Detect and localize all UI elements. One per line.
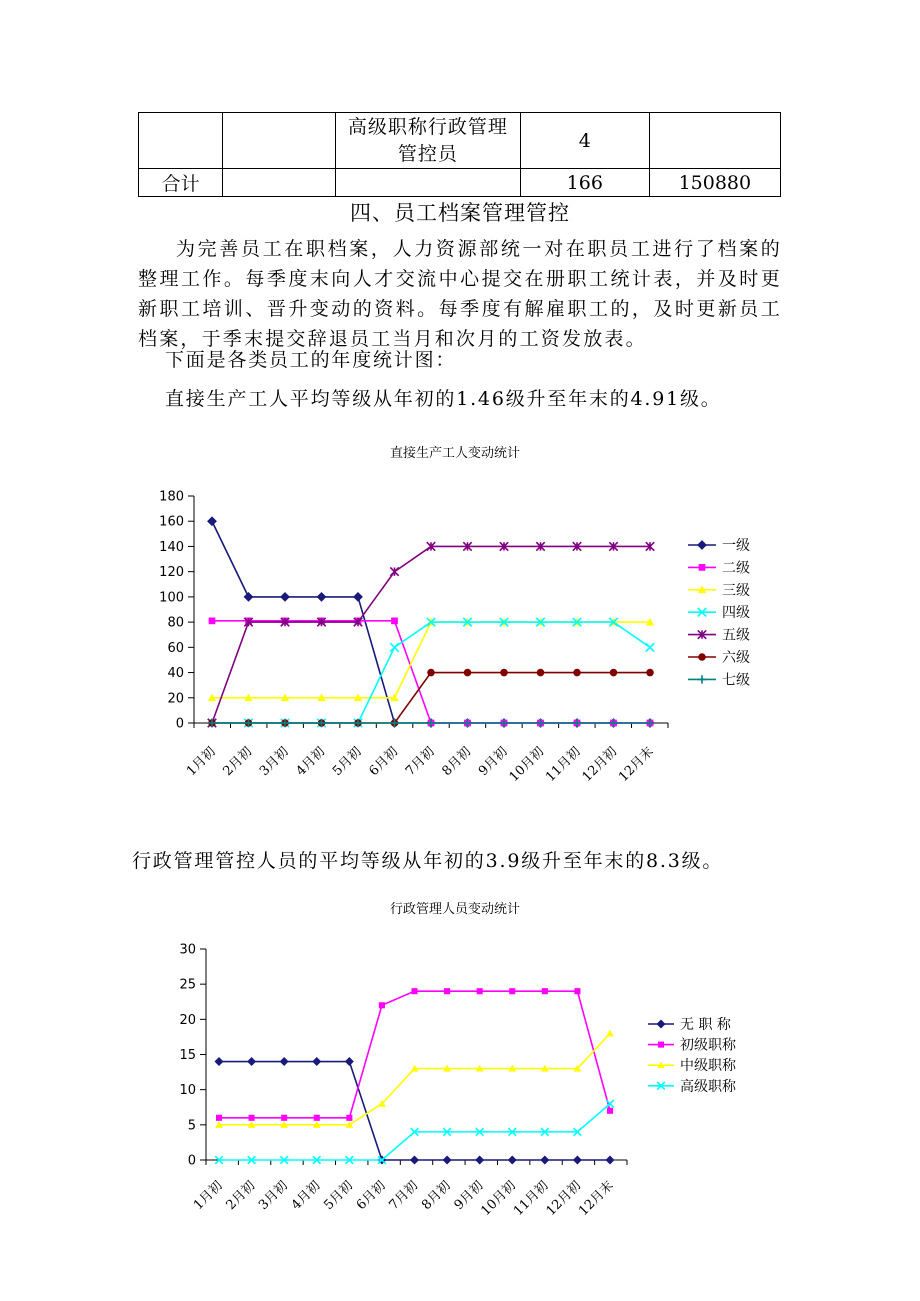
data-point — [427, 669, 435, 677]
x-tick-label: 4月初 — [293, 744, 329, 780]
x-tick-label: 1月初 — [183, 744, 219, 780]
legend-swatch-marker — [698, 675, 706, 683]
y-tick-label: 0 — [175, 716, 184, 732]
data-point — [313, 1058, 321, 1066]
legend-swatch-marker — [698, 541, 706, 549]
y-tick-label: 60 — [167, 640, 184, 656]
data-point — [209, 617, 216, 624]
workers-summary-line: 直接生产工人平均等级从年初的1.46级升至年末的4.91级。 — [165, 388, 722, 410]
data-point — [464, 669, 472, 677]
y-tick-label: 5 — [187, 1118, 196, 1134]
data-point — [606, 1156, 614, 1164]
data-point — [509, 988, 515, 994]
admin-summary-line: 行政管理管控人员的平均等级从年初的3.9级升至年末的8.3级。 — [132, 850, 724, 872]
series-line — [212, 622, 650, 698]
data-point — [444, 988, 450, 994]
data-point — [249, 1115, 255, 1121]
legend-label: 无 职 称 — [680, 1017, 731, 1033]
data-point — [573, 669, 581, 677]
data-point — [476, 1156, 484, 1164]
x-tick-label: 8月初 — [439, 744, 475, 780]
legend-swatch-marker — [657, 1020, 665, 1028]
x-tick-label: 9月初 — [451, 1178, 487, 1214]
data-point — [607, 1108, 613, 1114]
y-tick-label: 80 — [167, 615, 184, 631]
chart-title: 直接生产工人变动统计 — [389, 446, 521, 461]
x-tick-label: 11月初 — [543, 744, 584, 785]
x-tick-label: 7月初 — [402, 744, 438, 780]
x-tick-label: 6月初 — [353, 1178, 389, 1214]
x-tick-label: 12月初 — [543, 1178, 585, 1219]
table-cell-text: 高级职称行政管理管控员 — [347, 115, 508, 165]
data-point — [208, 517, 216, 525]
legend-label: 三级 — [722, 582, 750, 599]
data-point — [574, 1156, 582, 1164]
table-cell: 合计 — [139, 169, 223, 197]
data-point — [411, 988, 417, 994]
y-tick-label: 100 — [159, 590, 184, 606]
data-point — [390, 567, 398, 575]
data-point — [248, 1058, 256, 1066]
data-point — [346, 1115, 352, 1121]
x-tick-label: 12月末 — [616, 744, 657, 785]
data-point — [314, 1115, 320, 1121]
table-cell: 4 — [520, 113, 649, 169]
data-point — [610, 669, 618, 677]
x-tick-label: 6月初 — [366, 744, 402, 780]
legend-label: 一级 — [722, 538, 750, 554]
data-point — [574, 988, 580, 994]
data-point — [646, 669, 654, 677]
data-point — [537, 669, 545, 677]
x-tick-label: 4月初 — [288, 1178, 324, 1214]
x-tick-label: 12月初 — [579, 744, 621, 785]
legend-label: 七级 — [722, 672, 750, 689]
chart-title: 行政管理人员变动统计 — [389, 902, 521, 917]
x-tick-label: 3月初 — [256, 1178, 291, 1214]
data-point — [541, 1156, 549, 1164]
data-point — [500, 669, 508, 677]
legend-label: 五级 — [722, 627, 750, 644]
legend-label: 二级 — [722, 560, 750, 577]
y-tick-label: 0 — [187, 1153, 196, 1169]
y-tick-label: 15 — [179, 1048, 196, 1063]
data-point — [477, 988, 483, 994]
y-tick-label: 40 — [167, 666, 184, 682]
legend-label: 四级 — [722, 605, 750, 622]
y-tick-label: 180 — [159, 489, 184, 505]
data-point — [317, 593, 325, 601]
series-line — [219, 1062, 610, 1160]
y-tick-label: 20 — [167, 691, 184, 707]
x-tick-label: 2月初 — [220, 744, 256, 780]
data-point — [542, 988, 548, 994]
y-tick-label: 120 — [159, 565, 184, 581]
x-tick-label: 10月初 — [478, 1178, 520, 1219]
x-tick-label: 7月初 — [386, 1178, 422, 1214]
series-line — [219, 1033, 610, 1124]
data-point — [390, 643, 398, 651]
section-title: 四、员工档案管理管控 — [350, 201, 570, 225]
y-tick-label: 30 — [179, 942, 196, 958]
x-tick-label: 2月初 — [223, 1178, 259, 1214]
legend-swatch-marker — [698, 653, 706, 661]
data-point — [281, 593, 289, 601]
x-tick-label: 11月初 — [510, 1178, 552, 1219]
table-cell: 150880 — [649, 169, 780, 197]
x-tick-label: 5月初 — [329, 744, 365, 780]
data-point — [379, 1002, 385, 1008]
y-tick-label: 20 — [179, 1012, 196, 1028]
table-cell: 166 — [520, 169, 649, 197]
data-point — [606, 1030, 614, 1037]
data-point — [244, 593, 252, 601]
legend-label: 六级 — [722, 650, 750, 666]
data-point — [216, 1115, 222, 1121]
x-tick-label: 10月初 — [506, 744, 548, 785]
y-tick-label: 160 — [159, 514, 184, 530]
body-paragraph: 为完善员工在职档案，人力资源部统一对在职员工进行了档案的整理工作。每季度末向人才交流中心提交在册职工统计表，并及时更新职工培训、晋升变动的资料。每季度有解雇职工的，及时更新员工档案，于季末提交辞退员工当月和次月的工资发放表。 — [138, 238, 782, 350]
data-point — [508, 1156, 516, 1164]
x-tick-label: 5月初 — [321, 1178, 357, 1214]
data-point — [391, 617, 398, 624]
data-point — [215, 1058, 223, 1066]
intro-line: 下面是各类员工的年度统计图： — [165, 349, 457, 371]
y-tick-label: 140 — [159, 539, 184, 555]
data-point — [443, 1156, 451, 1164]
series-line — [219, 991, 610, 1118]
legend-swatch-marker — [658, 1042, 664, 1048]
x-tick-label: 8月初 — [419, 1178, 454, 1214]
legend-label: 中级职称 — [680, 1058, 736, 1075]
data-point — [280, 1058, 288, 1066]
x-tick-label: 12月末 — [576, 1178, 617, 1219]
data-point — [346, 1058, 354, 1066]
data-point — [354, 593, 362, 601]
series-line — [212, 546, 650, 723]
data-point — [646, 643, 654, 651]
data-point — [281, 1115, 287, 1121]
x-tick-label: 3月初 — [256, 744, 292, 780]
x-tick-label: 9月初 — [475, 744, 511, 780]
y-tick-label: 25 — [179, 977, 196, 993]
legend-label: 高级职称 — [680, 1078, 736, 1095]
y-tick-label: 10 — [179, 1083, 196, 1099]
x-tick-label: 1月初 — [190, 1178, 226, 1214]
legend-label: 初级职称 — [680, 1037, 736, 1054]
legend-swatch-marker — [699, 564, 706, 571]
data-point — [411, 1156, 419, 1164]
